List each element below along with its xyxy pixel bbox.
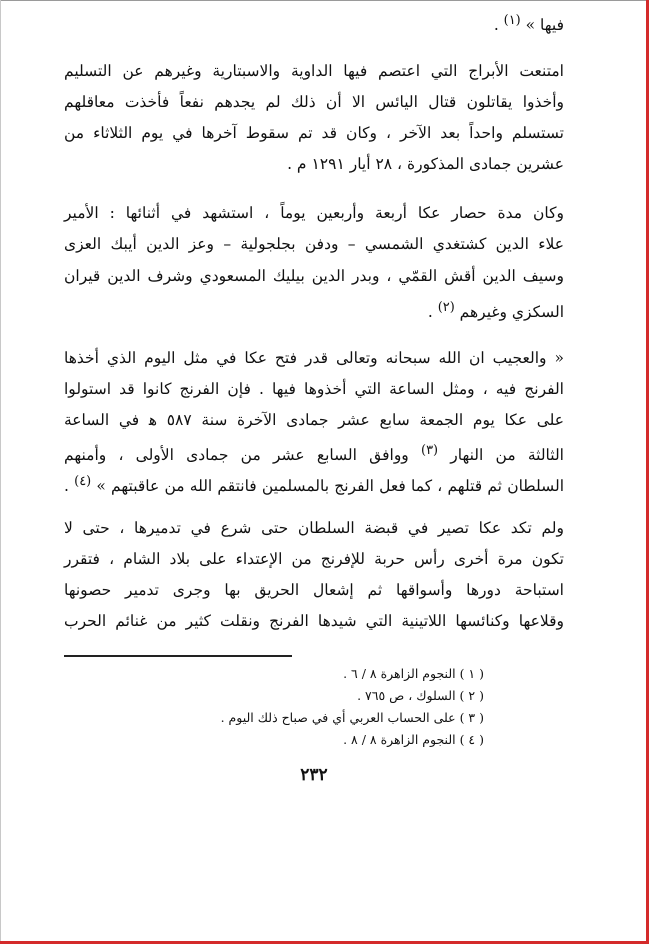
footnote: ( ٤ ) النجوم الزاهرة ٨ / ٨ . [343,732,484,747]
footnote-separator [64,655,292,657]
text-line: علاء الدين كشتغدي الشمسي – ودفن بجلجولية – وعز الدين أيبك العزى [64,235,564,253]
text-line: وكان مدة حصار عكا أربعة وأربعين يوماً ، استشهد في أثنائها : الأمير [64,204,564,222]
footnote: ( ٣ ) على الحساب العربي أي في صباح ذلك اليوم . [220,710,484,725]
text-line: على عكا يوم الجمعة سابع عشر جمادى الآخرة سنة ٥٨٧ ﻫ في الساعة [64,411,565,429]
text-line: « والعجيب ان الله سبحانه وتعالى قدر فتح عكا في مثل اليوم الذي أخذها [64,349,564,367]
text-line: السكزي وغيرهم $^{(٢)}$ . [427,300,564,322]
footnote: ( ١ ) النجوم الزاهرة ٨ / ٦ . [343,666,484,681]
text-line: وسيف الدين أقش القمّي ، وبدر الدين بيليك المسعودي وشرف الدين قيران [64,267,564,285]
text-line: تكون مرة أخرى رأس حربة للإفرنج من الإعتداء على بلاد الشام ، فتقرر [64,550,564,568]
page-number: ٢٣٢ [300,765,328,785]
text-line: تستسلم واحداً بعد الآخر ، وكان قد تم سقوط آخرها في يوم الثلاثاء من [64,124,564,142]
text-line: امتنعت الأبراج التي اعتصم فيها الداوية والاسبتارية وغيرهم عن التسليم [64,62,564,80]
text-line: وقلاعها وكنائسها اللاتينية التي شيدها الفرنج ونقلت كثير من غنائم الحرب [64,612,564,630]
text-line: الفرنج فيه ، ومثل الساعة التي أخذوها فيها . فإن الفرنج كانوا قد استولوا [64,380,564,398]
text-line: وأخذوا يقاتلون قتال اليائس الا أن ذلك لم يجدهم نفعاً فأخذت معاقلهم [64,93,564,111]
text-line: فيها » $^{(١)}$ . [493,13,564,35]
text-line: السلطان ثم قتلهم ، كما فعل الفرنج بالمسلمين فانتقم الله من عاقبتهم » $^{(٤)}$ . [64,474,565,496]
footnote: ( ٢ ) السلوك ، ص ٧٦٥ . [357,688,484,703]
text-line: استباحة دورها وأسواقها ثم إشعال الحريق بها وجرى تدمير حصونها [64,581,564,599]
text-line: عشرين جمادى المذكورة ، ٢٨ أيار ١٢٩١ م . [287,155,564,173]
window-left-edge [0,0,1,944]
text-line: ولم تكد عكا تصير في قبضة السلطان حتى شرع في تدميرها ، حتى لا [64,519,564,537]
text-line: الثالثة من النهار $^{(٣)}$ ووافق السابع عشر من جمادى الأولى ، وأمنهم [64,443,564,465]
window-top-edge [0,0,649,1]
